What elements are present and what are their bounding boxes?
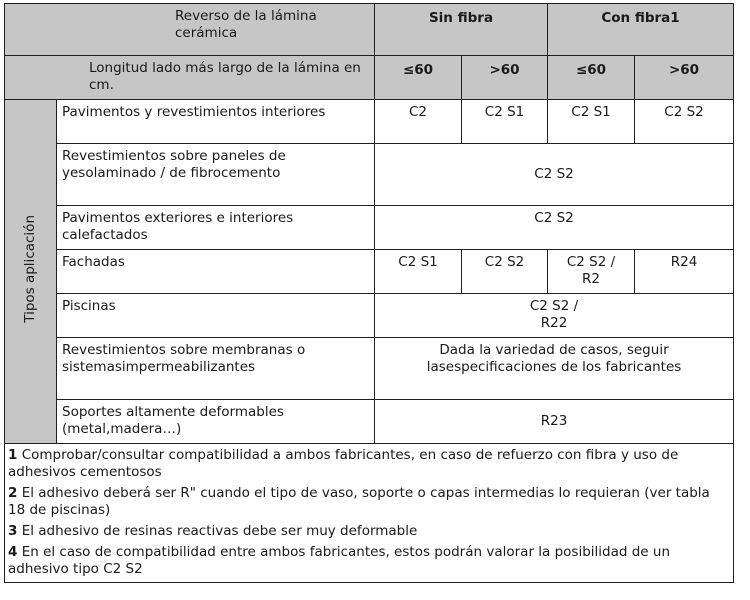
- cell-value: C2 S2: [462, 250, 548, 294]
- col-sin-fibra-le60: ≤60: [375, 56, 462, 100]
- row-label: Revestimientos sobre paneles de yesolaminado / de fibrocemento: [57, 144, 375, 206]
- note-number: 1: [8, 447, 18, 463]
- header-row-length: [5, 56, 734, 100]
- notes-cell: [5, 444, 734, 583]
- note-3: [8, 523, 730, 540]
- cell-value: C2 S2: [375, 144, 734, 206]
- reverse-title-cell: [5, 4, 375, 56]
- cell-value: C2 S2: [635, 100, 734, 144]
- reverse-title: Reverso de la lámina cerámica: [175, 8, 317, 41]
- con-fibra-label: Con fibra1: [601, 10, 680, 26]
- note-text: En el caso de compatibilidad entre ambos fabricantes, estos podrán valorar la posibilidad de un adhesivo tipo C2 S2: [8, 544, 671, 577]
- note-2: [8, 485, 730, 519]
- note-1: [8, 447, 730, 481]
- tipos-aplicacion-side-cell: [5, 100, 57, 444]
- note-number: 2: [8, 485, 18, 501]
- sin-fibra-label: Sin fibra: [428, 10, 494, 26]
- note-number: 4: [8, 544, 18, 560]
- cell-value: C2 S1: [375, 250, 462, 294]
- con-fibra-header: [548, 4, 734, 56]
- row-label: Pavimentos y revestimientos interiores: [57, 100, 375, 144]
- cell-value: R23: [375, 400, 734, 444]
- col-con-fibra-le60: ≤60: [548, 56, 635, 100]
- row-deformables: [5, 400, 734, 444]
- row-label: Soportes altamente deformables (metal,madera…): [57, 400, 375, 444]
- col-con-fibra-gt60: >60: [635, 56, 734, 100]
- row-pavimentos-interiores: [5, 100, 734, 144]
- notes-row: [5, 444, 734, 583]
- cell-value: C2 S1: [548, 100, 635, 144]
- adhesive-table-container: [4, 3, 734, 583]
- row-membranas: [5, 338, 734, 400]
- sin-fibra-header: [375, 4, 548, 56]
- row-fachadas: [5, 250, 734, 294]
- row-label: Piscinas: [57, 294, 375, 338]
- length-label: Longitud lado más largo de la lámina en cm.: [89, 60, 361, 93]
- col-sin-fibra-gt60: >60: [462, 56, 548, 100]
- cell-value: C2: [375, 100, 462, 144]
- note-4: [8, 544, 730, 578]
- tipos-aplicacion-label: Tipos aplicación: [22, 215, 38, 323]
- cell-value: C2 S2: [375, 206, 734, 250]
- row-exteriores: [5, 206, 734, 250]
- row-label: Revestimientos sobre membranas o sistemasimpermeabilizantes: [57, 338, 375, 400]
- cell-value: C2 S1: [462, 100, 548, 144]
- row-yesolaminado: [5, 144, 734, 206]
- note-text: El adhesivo deberá ser R" cuando el tipo de vaso, soporte o capas intermedias lo requieran (ver tabla 18 de piscinas): [8, 485, 710, 518]
- length-label-cell: [5, 56, 375, 100]
- note-text: Comprobar/consultar compatibilidad a ambos fabricantes, en caso de refuerzo con fibra y uso de adhesivos cementosos: [8, 447, 679, 480]
- header-row-fiber: [5, 4, 734, 56]
- note-text: El adhesivo de resinas reactivas debe ser muy deformable: [21, 523, 418, 539]
- cell-value: R24: [635, 250, 734, 294]
- cell-value: Dada la variedad de casos, seguir lasespecificaciones de los fabricantes: [375, 338, 734, 400]
- note-number: 3: [8, 523, 18, 539]
- row-piscinas: [5, 294, 734, 338]
- adhesive-selection-table: [4, 3, 734, 583]
- row-label: Fachadas: [57, 250, 375, 294]
- cell-value: C2 S2 / R22: [375, 294, 734, 338]
- cell-value: C2 S2 / R2: [548, 250, 635, 294]
- row-label: Pavimentos exteriores e interiores calefactados: [57, 206, 375, 250]
